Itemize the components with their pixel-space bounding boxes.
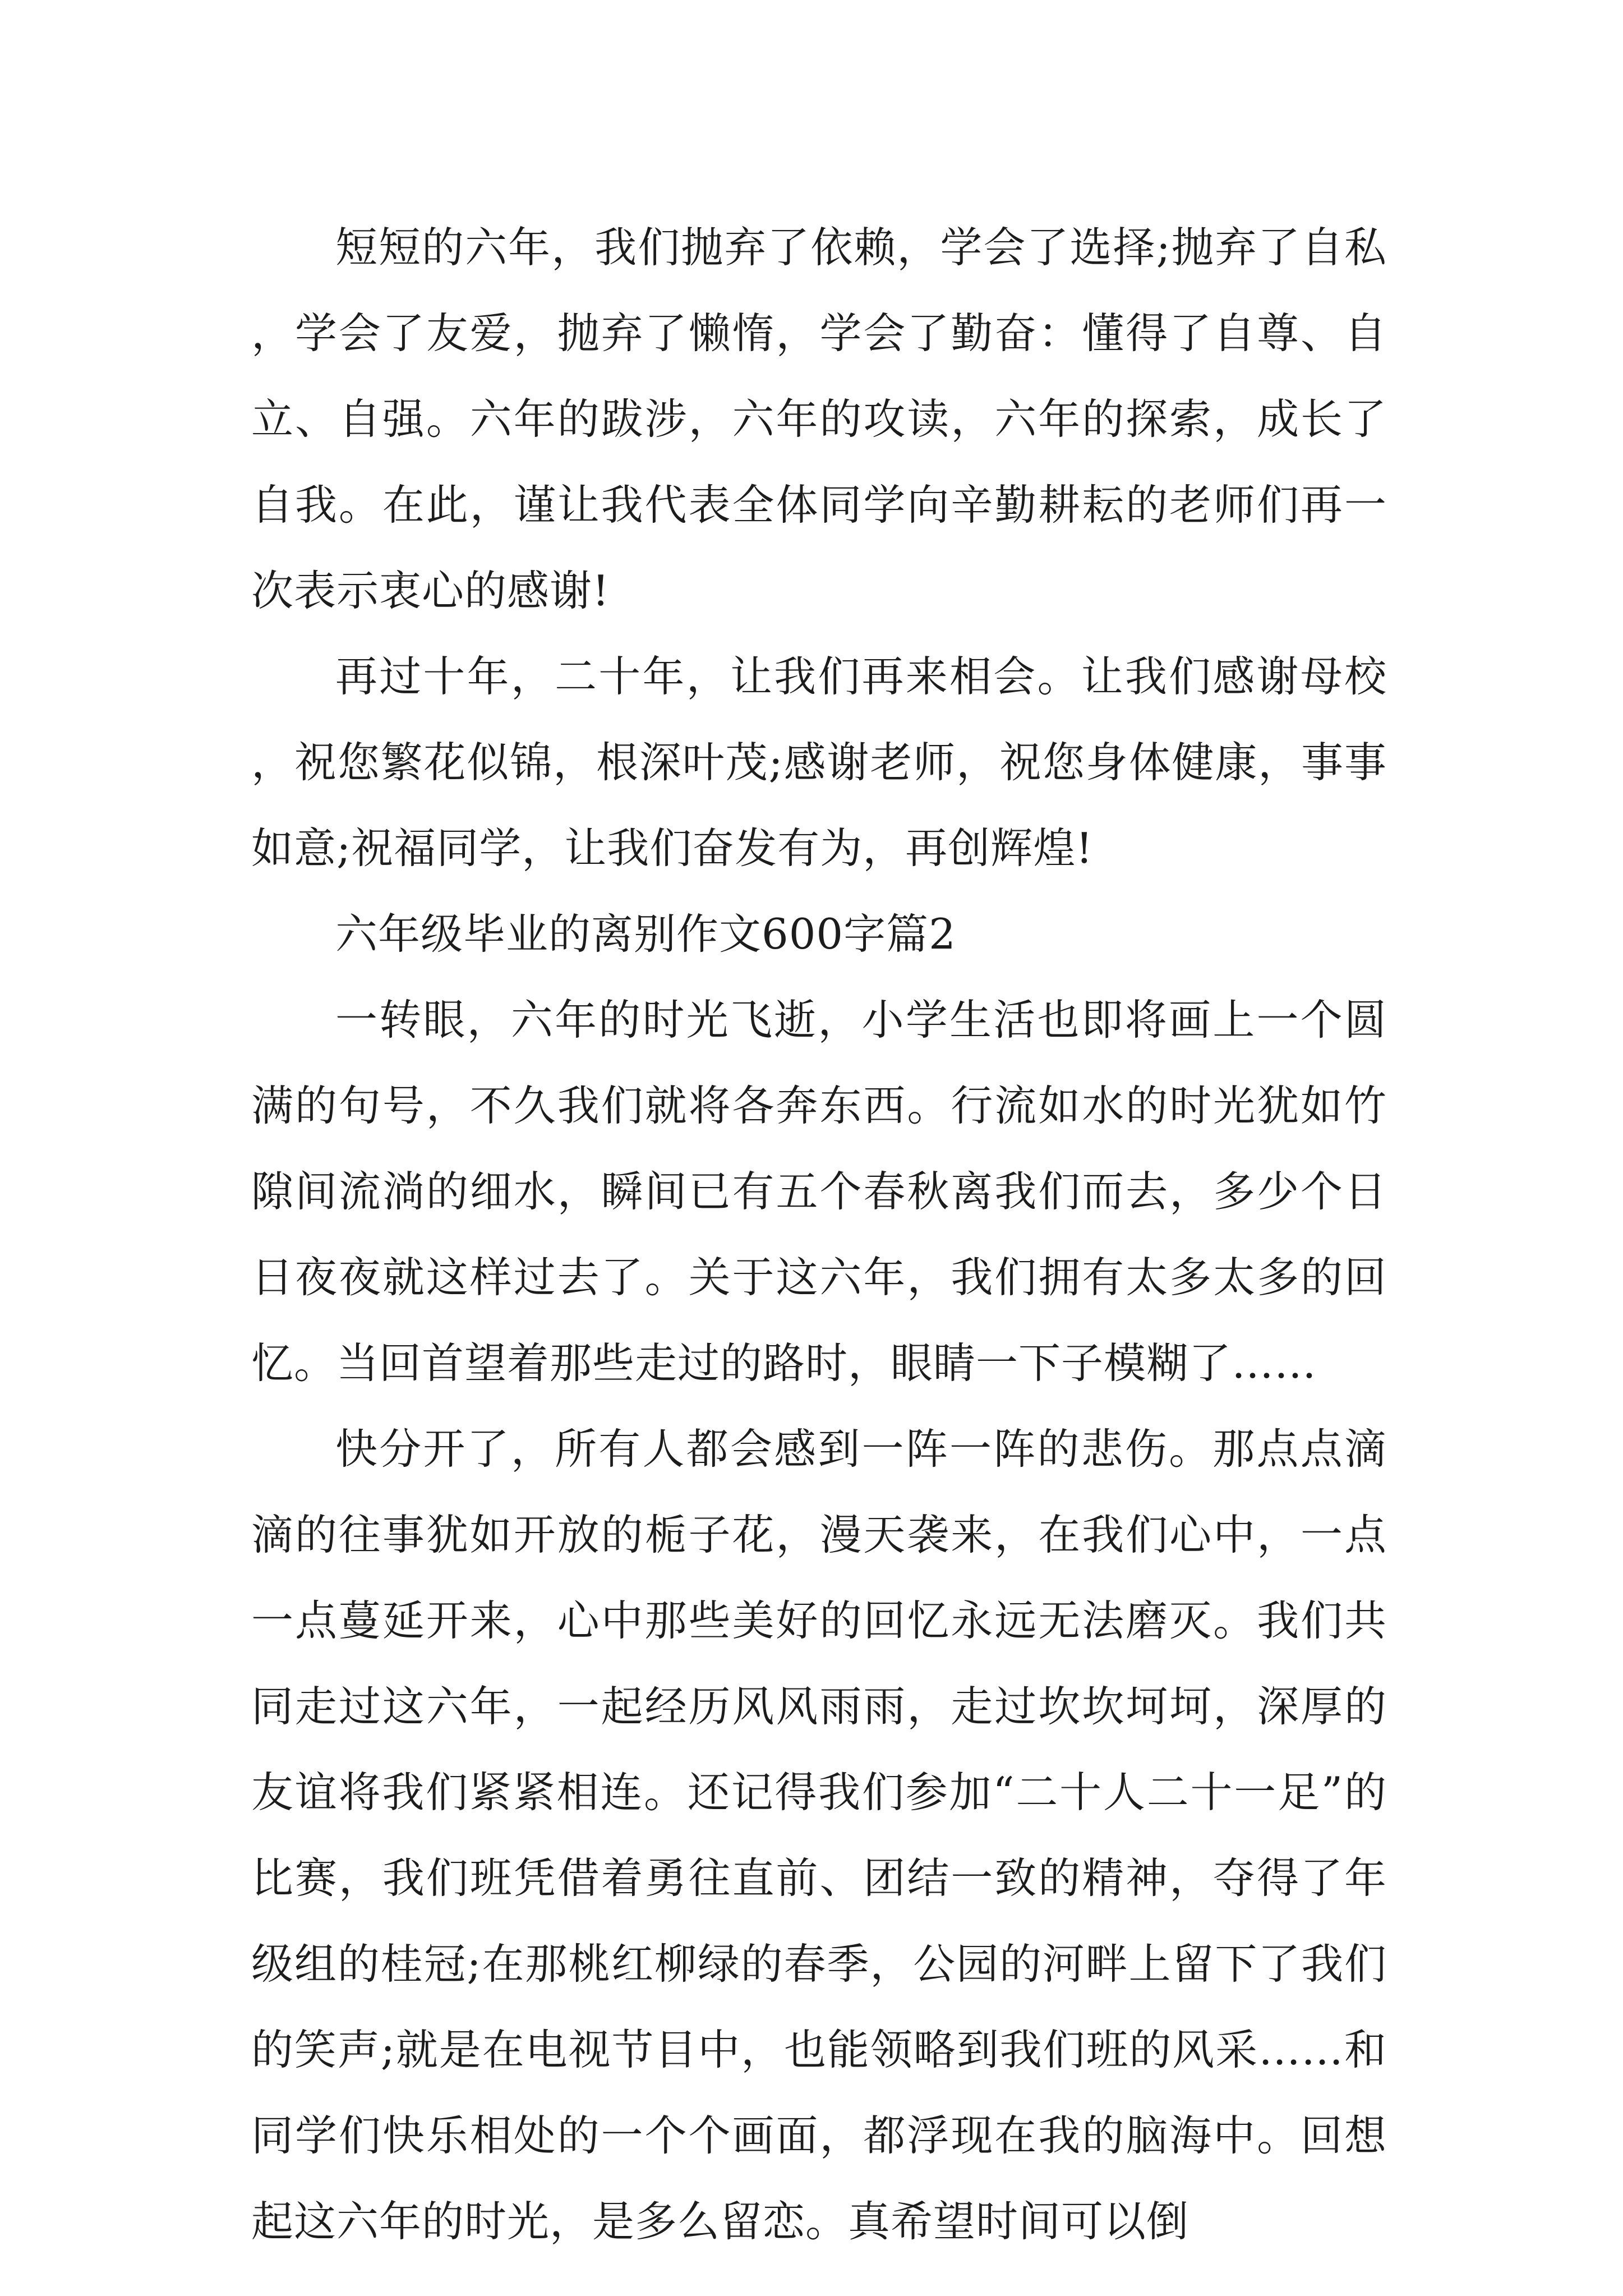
paragraph: 一转眼，六年的时光飞逝，小学生活也即将画上一个圆满的句号，不久我们就将各奔东西。行流如水的时光犹如竹隙间流淌的细水，瞬间已有五个春秋离我们而去，多少个日日夜夜就这样过去了。关于这六年，我们拥有太多太多的回忆。当回首望着那些走过的路时，眼睛一下子模糊了…… bbox=[251, 995, 1387, 1388]
paragraph: 短短的六年，我们抛弃了依赖，学会了选择;抛弃了自私，学会了友爱，抛弃了懒惰，学会了勤奋：懂得了自尊、自立、自强。六年的跋涉，六年的攻读，六年的探索，成长了自我。在此，谨让我代表全体同学向辛勤耕耘的老师们再一次表示衷心的感谢! bbox=[251, 223, 1387, 615]
section-title: 六年级毕业的离别作文600字篇2 bbox=[335, 909, 956, 959]
paragraph: 快分开了，所有人都会感到一阵一阵的悲伤。那点点滴滴的往事犹如开放的栀子花，漫天袭来，在我们心中，一点一点蔓延开来，心中那些美好的回忆永远无法磨灭。我们共同走过这六年，一起经历风风雨雨，走过坎坎坷坷，深厚的友谊将我们紧紧相连。还记得我们参加“二十人二十一足”的比赛，我们班凭借着勇往直前、团结一致的精神，夺得了年级组的桂冠;在那桃红柳绿的春季，公园的河畔上留下了我们的笑声;就是在电视节目中，也能领略到我们班的风采……和同学们快乐相处的一个个画面，都浮现在我的脑海中。回想起这六年的时光，是多么留恋。真希望时间可以倒 bbox=[251, 1424, 1387, 2246]
paragraph: 再过十年，二十年，让我们再来相会。让我们感谢母校，祝您繁花似锦，根深叶茂;感谢老师，祝您身体健康，事事如意;祝福同学，让我们奋发有为，再创辉煌! bbox=[251, 652, 1387, 873]
document-body bbox=[251, 205, 1387, 2265]
